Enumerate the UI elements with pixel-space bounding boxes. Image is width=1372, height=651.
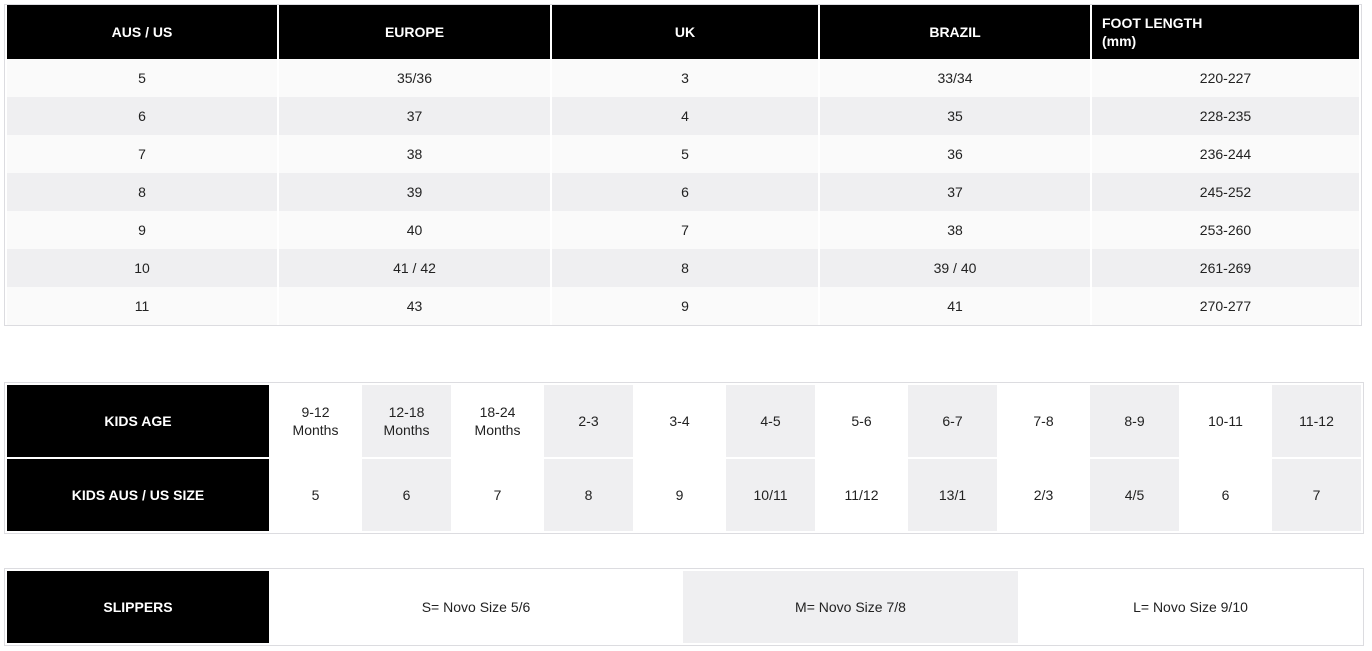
- cell-aus-us: 5: [7, 59, 277, 97]
- cell-uk: 7: [552, 211, 818, 249]
- cell-brazil: 35: [820, 97, 1090, 135]
- kids-size-cell: 7: [453, 459, 542, 531]
- slipper-size-medium: M= Novo Size 7/8: [683, 571, 1018, 643]
- cell-europe: 35/36: [279, 59, 550, 97]
- cell-foot-length: 261-269: [1092, 249, 1359, 287]
- cell-foot-length: 253-260: [1092, 211, 1359, 249]
- kids-age-cell: 2-3: [544, 385, 633, 457]
- cell-aus-us: 6: [7, 97, 277, 135]
- cell-brazil: 41: [820, 287, 1090, 325]
- table-row: [7, 211, 1359, 249]
- table-row: [7, 97, 1359, 135]
- slippers-table: [4, 568, 1364, 646]
- cell-foot-length: 220-227: [1092, 59, 1359, 97]
- cell-europe: 37: [279, 97, 550, 135]
- cell-europe: 38: [279, 135, 550, 173]
- slippers-label: SLIPPERS: [7, 571, 269, 643]
- kids-age-cell: 5-6: [817, 385, 906, 457]
- cell-europe: 43: [279, 287, 550, 325]
- cell-foot-length: 270-277: [1092, 287, 1359, 325]
- cell-europe: 40: [279, 211, 550, 249]
- table-row: [7, 59, 1359, 97]
- slipper-size-large: L= Novo Size 9/10: [1020, 571, 1361, 643]
- header-uk: UK: [552, 5, 818, 59]
- slippers-row: [7, 571, 1361, 643]
- cell-foot-length: 228-235: [1092, 97, 1359, 135]
- kids-age-cell: 18-24 Months: [453, 385, 542, 457]
- header-europe: EUROPE: [279, 5, 550, 59]
- kids-size-cell: 10/11: [726, 459, 815, 531]
- kids-size-cell: 4/5: [1090, 459, 1179, 531]
- kids-size-row: [7, 459, 1361, 531]
- header-brazil: BRAZIL: [820, 5, 1090, 59]
- kids-age-cell: 12-18 Months: [362, 385, 451, 457]
- kids-size-cell: 7: [1272, 459, 1361, 531]
- kids-age-cell: 4-5: [726, 385, 815, 457]
- header-aus-us: AUS / US: [7, 5, 277, 59]
- kids-age-cell: 3-4: [635, 385, 724, 457]
- cell-uk: 5: [552, 135, 818, 173]
- cell-brazil: 39 / 40: [820, 249, 1090, 287]
- table-row: [7, 249, 1359, 287]
- adult-header-row: [7, 5, 1359, 59]
- cell-brazil: 38: [820, 211, 1090, 249]
- header-foot-length-line1: FOOT LENGTH: [1102, 15, 1203, 31]
- kids-size-cell: 11/12: [817, 459, 906, 531]
- kids-age-row: [7, 385, 1361, 457]
- cell-brazil: 33/34: [820, 59, 1090, 97]
- slipper-size-small: S= Novo Size 5/6: [271, 571, 681, 643]
- kids-size-cell: 8: [544, 459, 633, 531]
- cell-uk: 9: [552, 287, 818, 325]
- cell-uk: 3: [552, 59, 818, 97]
- cell-foot-length: 245-252: [1092, 173, 1359, 211]
- cell-uk: 4: [552, 97, 818, 135]
- kids-size-cell: 2/3: [999, 459, 1088, 531]
- adult-size-table: [4, 4, 1362, 326]
- kids-size-cell: 13/1: [908, 459, 997, 531]
- kids-size-label: KIDS AUS / US SIZE: [7, 459, 269, 531]
- kids-age-cell: 10-11: [1181, 385, 1270, 457]
- cell-aus-us: 8: [7, 173, 277, 211]
- kids-age-cell: 6-7: [908, 385, 997, 457]
- cell-uk: 6: [552, 173, 818, 211]
- kids-age-cell: 7-8: [999, 385, 1088, 457]
- kids-age-cell: 11-12: [1272, 385, 1361, 457]
- cell-aus-us: 7: [7, 135, 277, 173]
- kids-size-cell: 5: [271, 459, 360, 531]
- cell-aus-us: 10: [7, 249, 277, 287]
- header-foot-length-line2: (mm): [1102, 33, 1137, 49]
- cell-aus-us: 9: [7, 211, 277, 249]
- header-foot-length: [1092, 5, 1359, 59]
- cell-foot-length: 236-244: [1092, 135, 1359, 173]
- kids-size-cell: 6: [362, 459, 451, 531]
- table-row: [7, 135, 1359, 173]
- cell-europe: 41 / 42: [279, 249, 550, 287]
- kids-age-label: KIDS AGE: [7, 385, 269, 457]
- cell-aus-us: 11: [7, 287, 277, 325]
- kids-age-cell: 9-12 Months: [271, 385, 360, 457]
- table-row: [7, 173, 1359, 211]
- kids-size-table: [4, 382, 1364, 534]
- cell-brazil: 36: [820, 135, 1090, 173]
- cell-europe: 39: [279, 173, 550, 211]
- cell-brazil: 37: [820, 173, 1090, 211]
- kids-age-cell: 8-9: [1090, 385, 1179, 457]
- kids-size-cell: 6: [1181, 459, 1270, 531]
- table-row: [7, 287, 1359, 325]
- kids-size-cell: 9: [635, 459, 724, 531]
- cell-uk: 8: [552, 249, 818, 287]
